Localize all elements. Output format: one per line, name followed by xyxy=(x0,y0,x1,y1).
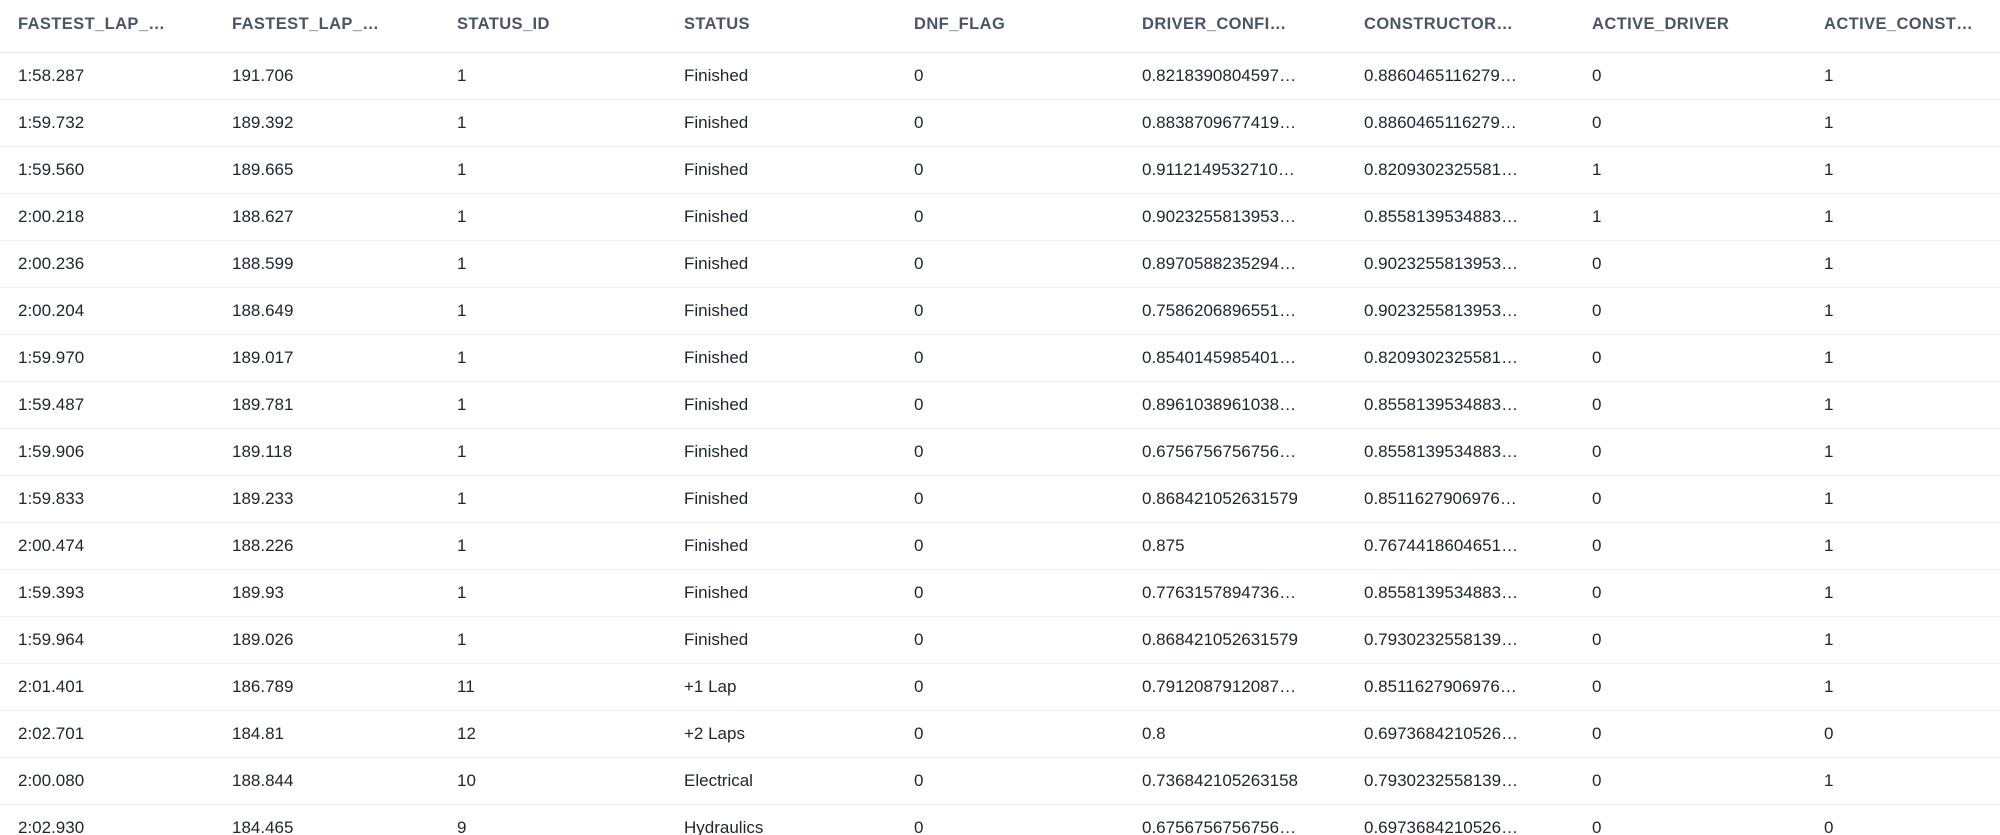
cell-active-driver: 0 xyxy=(1592,804,1824,835)
cell-driver-confidence: 0.8218390804597… xyxy=(1142,52,1364,99)
table-row[interactable] xyxy=(0,146,2000,193)
cell-fastest-lap-speed: 189.93 xyxy=(232,569,457,616)
cell-active-driver: 0 xyxy=(1592,663,1824,710)
cell-fastest-lap-time: 2:02.930 xyxy=(0,804,232,835)
cell-constructor-reliability: 0.8558139534883… xyxy=(1364,381,1592,428)
table-row[interactable] xyxy=(0,663,2000,710)
cell-status-id: 1 xyxy=(457,569,684,616)
cell-status: Finished xyxy=(684,240,914,287)
cell-active-driver: 1 xyxy=(1592,193,1824,240)
cell-status: Finished xyxy=(684,287,914,334)
cell-fastest-lap-speed: 188.599 xyxy=(232,240,457,287)
table-row[interactable] xyxy=(0,52,2000,99)
table-row[interactable] xyxy=(0,475,2000,522)
cell-fastest-lap-time: 1:59.833 xyxy=(0,475,232,522)
cell-status-id: 1 xyxy=(457,193,684,240)
cell-driver-confidence: 0.7586206896551… xyxy=(1142,287,1364,334)
cell-status: Finished xyxy=(684,522,914,569)
column-header-dnf-flag[interactable]: DNF_FLAG xyxy=(914,0,1142,52)
column-header-fastest-lap-time[interactable]: FASTEST_LAP_… xyxy=(0,0,232,52)
table-row[interactable] xyxy=(0,334,2000,381)
cell-status: Finished xyxy=(684,99,914,146)
cell-dnf-flag: 0 xyxy=(914,569,1142,616)
cell-dnf-flag: 0 xyxy=(914,193,1142,240)
cell-driver-confidence: 0.868421052631579 xyxy=(1142,616,1364,663)
cell-constructor-reliability: 0.8558139534883… xyxy=(1364,193,1592,240)
cell-active-driver: 0 xyxy=(1592,52,1824,99)
table-row[interactable] xyxy=(0,287,2000,334)
table-row[interactable] xyxy=(0,193,2000,240)
cell-fastest-lap-speed: 184.81 xyxy=(232,710,457,757)
cell-status: Finished xyxy=(684,52,914,99)
cell-active-constructor: 1 xyxy=(1824,757,2000,804)
cell-active-constructor: 1 xyxy=(1824,334,2000,381)
cell-status-id: 1 xyxy=(457,381,684,428)
cell-active-driver: 0 xyxy=(1592,287,1824,334)
cell-dnf-flag: 0 xyxy=(914,663,1142,710)
cell-driver-confidence: 0.8970588235294… xyxy=(1142,240,1364,287)
cell-status: Electrical xyxy=(684,757,914,804)
cell-status-id: 1 xyxy=(457,475,684,522)
cell-fastest-lap-speed: 186.789 xyxy=(232,663,457,710)
cell-status: Finished xyxy=(684,475,914,522)
cell-driver-confidence: 0.875 xyxy=(1142,522,1364,569)
table-row[interactable] xyxy=(0,522,2000,569)
cell-status: +2 Laps xyxy=(684,710,914,757)
cell-driver-confidence: 0.8838709677419… xyxy=(1142,99,1364,146)
cell-dnf-flag: 0 xyxy=(914,334,1142,381)
cell-fastest-lap-speed: 191.706 xyxy=(232,52,457,99)
table-row[interactable] xyxy=(0,616,2000,663)
cell-status: Finished xyxy=(684,381,914,428)
cell-active-driver: 0 xyxy=(1592,334,1824,381)
cell-active-constructor: 1 xyxy=(1824,522,2000,569)
cell-fastest-lap-speed: 188.226 xyxy=(232,522,457,569)
cell-status-id: 1 xyxy=(457,287,684,334)
cell-active-driver: 0 xyxy=(1592,522,1824,569)
cell-status: Finished xyxy=(684,193,914,240)
cell-constructor-reliability: 0.9023255813953… xyxy=(1364,240,1592,287)
cell-fastest-lap-time: 1:59.393 xyxy=(0,569,232,616)
cell-active-constructor: 1 xyxy=(1824,616,2000,663)
cell-dnf-flag: 0 xyxy=(914,616,1142,663)
cell-dnf-flag: 0 xyxy=(914,804,1142,835)
cell-status-id: 10 xyxy=(457,757,684,804)
cell-driver-confidence: 0.8 xyxy=(1142,710,1364,757)
cell-fastest-lap-time: 1:59.732 xyxy=(0,99,232,146)
cell-fastest-lap-speed: 189.781 xyxy=(232,381,457,428)
cell-fastest-lap-time: 1:59.970 xyxy=(0,334,232,381)
cell-driver-confidence: 0.8540145985401… xyxy=(1142,334,1364,381)
cell-constructor-reliability: 0.8558139534883… xyxy=(1364,428,1592,475)
cell-active-constructor: 1 xyxy=(1824,240,2000,287)
cell-fastest-lap-speed: 189.017 xyxy=(232,334,457,381)
cell-active-driver: 1 xyxy=(1592,146,1824,193)
cell-fastest-lap-time: 2:00.204 xyxy=(0,287,232,334)
cell-status: Finished xyxy=(684,428,914,475)
cell-status: Finished xyxy=(684,569,914,616)
cell-status-id: 1 xyxy=(457,334,684,381)
column-header-active-constructor[interactable]: ACTIVE_CONST… xyxy=(1824,0,2000,52)
cell-status-id: 11 xyxy=(457,663,684,710)
cell-active-constructor: 1 xyxy=(1824,99,2000,146)
cell-constructor-reliability: 0.6973684210526… xyxy=(1364,804,1592,835)
cell-status-id: 1 xyxy=(457,52,684,99)
table-row[interactable] xyxy=(0,99,2000,146)
cell-status: +1 Lap xyxy=(684,663,914,710)
cell-constructor-reliability: 0.8860465116279… xyxy=(1364,52,1592,99)
cell-active-driver: 0 xyxy=(1592,381,1824,428)
table-header-row xyxy=(0,0,2000,52)
cell-fastest-lap-time: 2:00.236 xyxy=(0,240,232,287)
table-row[interactable] xyxy=(0,428,2000,475)
cell-active-driver: 0 xyxy=(1592,616,1824,663)
cell-active-constructor: 1 xyxy=(1824,287,2000,334)
cell-active-driver: 0 xyxy=(1592,475,1824,522)
cell-active-driver: 0 xyxy=(1592,757,1824,804)
cell-fastest-lap-time: 1:59.560 xyxy=(0,146,232,193)
cell-dnf-flag: 0 xyxy=(914,710,1142,757)
cell-dnf-flag: 0 xyxy=(914,757,1142,804)
cell-driver-confidence: 0.9112149532710… xyxy=(1142,146,1364,193)
cell-active-constructor: 1 xyxy=(1824,381,2000,428)
column-header-status-id[interactable]: STATUS_ID xyxy=(457,0,684,52)
cell-status: Hydraulics xyxy=(684,804,914,835)
table-row[interactable] xyxy=(0,757,2000,804)
cell-active-constructor: 0 xyxy=(1824,804,2000,835)
cell-constructor-reliability: 0.9023255813953… xyxy=(1364,287,1592,334)
cell-dnf-flag: 0 xyxy=(914,52,1142,99)
cell-dnf-flag: 0 xyxy=(914,240,1142,287)
cell-status-id: 1 xyxy=(457,240,684,287)
table-row[interactable] xyxy=(0,381,2000,428)
cell-dnf-flag: 0 xyxy=(914,428,1142,475)
table-body xyxy=(0,52,2000,835)
cell-fastest-lap-speed: 184.465 xyxy=(232,804,457,835)
cell-driver-confidence: 0.868421052631579 xyxy=(1142,475,1364,522)
cell-dnf-flag: 0 xyxy=(914,522,1142,569)
cell-fastest-lap-speed: 189.026 xyxy=(232,616,457,663)
table-row[interactable] xyxy=(0,569,2000,616)
cell-dnf-flag: 0 xyxy=(914,287,1142,334)
cell-status-id: 1 xyxy=(457,522,684,569)
cell-status: Finished xyxy=(684,146,914,193)
cell-constructor-reliability: 0.8860465116279… xyxy=(1364,99,1592,146)
cell-fastest-lap-time: 1:59.487 xyxy=(0,381,232,428)
column-header-driver-confidence[interactable]: DRIVER_CONFI… xyxy=(1142,0,1364,52)
cell-fastest-lap-speed: 189.665 xyxy=(232,146,457,193)
cell-fastest-lap-time: 1:59.964 xyxy=(0,616,232,663)
cell-status: Finished xyxy=(684,616,914,663)
cell-driver-confidence: 0.6756756756756… xyxy=(1142,428,1364,475)
cell-driver-confidence: 0.7763157894736… xyxy=(1142,569,1364,616)
cell-status-id: 1 xyxy=(457,428,684,475)
cell-driver-confidence: 0.8961038961038… xyxy=(1142,381,1364,428)
cell-constructor-reliability: 0.8558139534883… xyxy=(1364,569,1592,616)
cell-active-constructor: 1 xyxy=(1824,475,2000,522)
cell-fastest-lap-time: 2:01.401 xyxy=(0,663,232,710)
cell-fastest-lap-time: 2:00.080 xyxy=(0,757,232,804)
cell-fastest-lap-speed: 189.392 xyxy=(232,99,457,146)
cell-constructor-reliability: 0.6973684210526… xyxy=(1364,710,1592,757)
cell-fastest-lap-time: 1:59.906 xyxy=(0,428,232,475)
cell-driver-confidence: 0.6756756756756… xyxy=(1142,804,1364,835)
cell-constructor-reliability: 0.8209302325581… xyxy=(1364,146,1592,193)
cell-status-id: 9 xyxy=(457,804,684,835)
cell-status-id: 1 xyxy=(457,99,684,146)
cell-fastest-lap-speed: 188.649 xyxy=(232,287,457,334)
column-header-active-driver[interactable]: ACTIVE_DRIVER xyxy=(1592,0,1824,52)
column-header-fastest-lap-speed[interactable]: FASTEST_LAP_… xyxy=(232,0,457,52)
cell-fastest-lap-time: 2:02.701 xyxy=(0,710,232,757)
cell-constructor-reliability: 0.8511627906976… xyxy=(1364,663,1592,710)
cell-active-driver: 0 xyxy=(1592,240,1824,287)
cell-constructor-reliability: 0.7930232558139… xyxy=(1364,616,1592,663)
cell-fastest-lap-speed: 189.118 xyxy=(232,428,457,475)
cell-active-driver: 0 xyxy=(1592,710,1824,757)
cell-driver-confidence: 0.7912087912087… xyxy=(1142,663,1364,710)
cell-active-constructor: 1 xyxy=(1824,428,2000,475)
column-header-status[interactable]: STATUS xyxy=(684,0,914,52)
cell-active-constructor: 1 xyxy=(1824,193,2000,240)
cell-active-driver: 0 xyxy=(1592,428,1824,475)
cell-fastest-lap-speed: 188.844 xyxy=(232,757,457,804)
cell-fastest-lap-speed: 189.233 xyxy=(232,475,457,522)
cell-active-driver: 0 xyxy=(1592,569,1824,616)
table-row[interactable] xyxy=(0,240,2000,287)
table-row[interactable] xyxy=(0,710,2000,757)
cell-status-id: 1 xyxy=(457,616,684,663)
cell-dnf-flag: 0 xyxy=(914,381,1142,428)
cell-constructor-reliability: 0.8209302325581… xyxy=(1364,334,1592,381)
cell-dnf-flag: 0 xyxy=(914,99,1142,146)
cell-active-constructor: 1 xyxy=(1824,663,2000,710)
cell-driver-confidence: 0.736842105263158 xyxy=(1142,757,1364,804)
column-header-constructor-reliability[interactable]: CONSTRUCTOR… xyxy=(1364,0,1592,52)
cell-active-constructor: 1 xyxy=(1824,52,2000,99)
cell-active-constructor: 1 xyxy=(1824,146,2000,193)
cell-driver-confidence: 0.9023255813953… xyxy=(1142,193,1364,240)
cell-fastest-lap-time: 2:00.218 xyxy=(0,193,232,240)
table-row[interactable] xyxy=(0,804,2000,835)
cell-active-constructor: 1 xyxy=(1824,569,2000,616)
cell-fastest-lap-time: 2:00.474 xyxy=(0,522,232,569)
cell-constructor-reliability: 0.7674418604651… xyxy=(1364,522,1592,569)
cell-status-id: 1 xyxy=(457,146,684,193)
cell-status: Finished xyxy=(684,334,914,381)
cell-active-driver: 0 xyxy=(1592,99,1824,146)
cell-dnf-flag: 0 xyxy=(914,146,1142,193)
cell-dnf-flag: 0 xyxy=(914,475,1142,522)
cell-constructor-reliability: 0.7930232558139… xyxy=(1364,757,1592,804)
cell-fastest-lap-speed: 188.627 xyxy=(232,193,457,240)
table-header xyxy=(0,0,2000,52)
cell-status-id: 12 xyxy=(457,710,684,757)
cell-fastest-lap-time: 1:58.287 xyxy=(0,52,232,99)
cell-active-constructor: 0 xyxy=(1824,710,2000,757)
cell-constructor-reliability: 0.8511627906976… xyxy=(1364,475,1592,522)
